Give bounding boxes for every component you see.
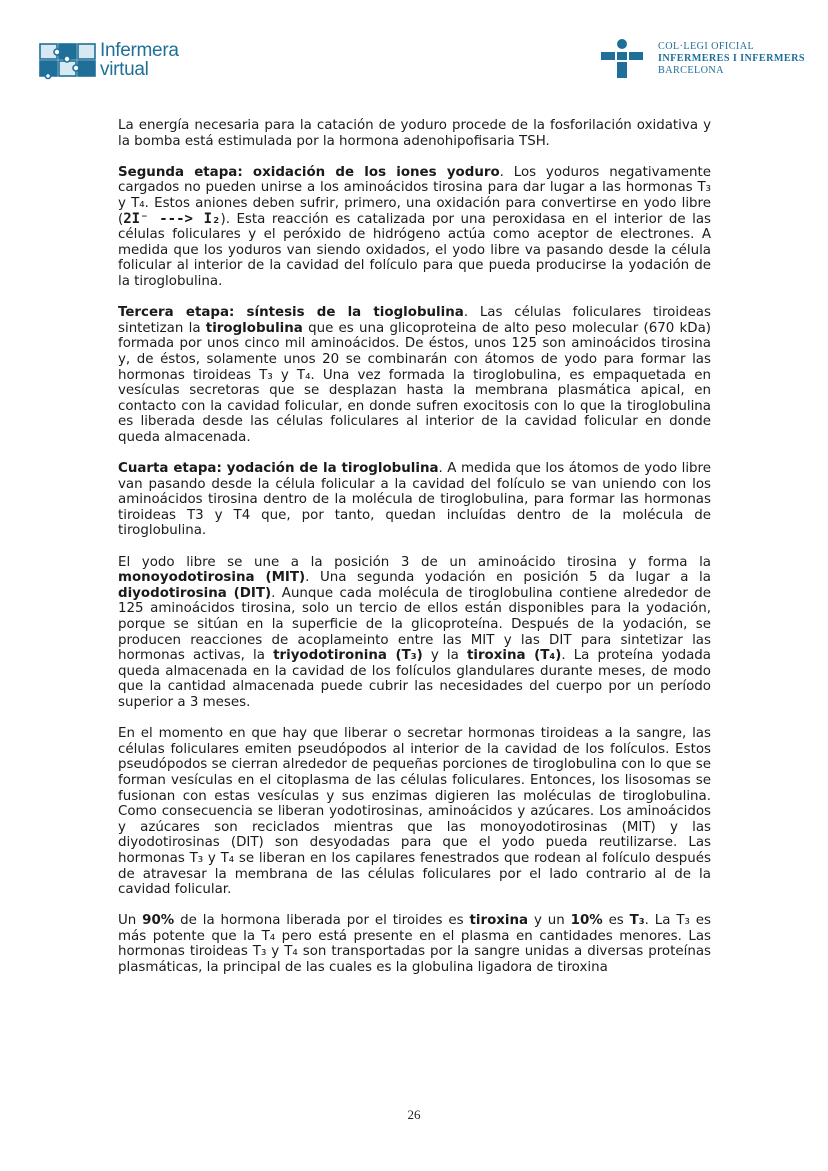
paragraph-segunda-etapa [118,165,711,290]
infermera-virtual-logo [38,38,188,84]
paragraph-secrecion [118,726,711,898]
bold-term: tiroglobulina [205,320,303,336]
paragraph-text: La energía necesaria para la catación de yoduro procede de la fosforilación oxidativa y la bomba está estimulada por la hormona adenohipofisaria TSH. [118,118,711,149]
paragraph-text: ). Esta reacción es catalizada por una peroxidasa en el interior de las células foliculares y el peróxido de hidrógeno actúa como aceptor de electrones. A medida que los yoduros van siendo oxidados, el yodo libre va pasando desde la célula folicular al interior de la cavidad del folículo para que pueda producirse la yodación de la tiroglobulina. [118,211,711,289]
college-text-line-2: INFERMERES I INFERMERS [658,53,805,64]
paragraph-text: . Las células foliculares tiroideas sintetizan la [118,305,711,336]
col-legi-oficial-logo [600,38,805,82]
paragraph-text: El yodo libre se une a la posición 3 de un aminoácido tirosina y forma la [118,554,711,570]
paragraph-energy [118,118,711,149]
paragraph-text: de la hormona liberada por el tiroides es [174,913,470,929]
paragraph-cuarta-etapa [118,461,711,539]
paragraph-text: . La T₃ es más potente que la T₄ pero está presente en el plasma en cantidades menores. Las hormonas tiroideas T₃ y T₄ son transportadas por la sangre unidas a diversas proteínas plasmáticas, la principal de las cuales es la globulina ligadora de tiroxina [118,913,711,976]
paragraph-text: . A medida que los átomos de yodo libre van pasando desde la célula folicular a la cavidad del folículo se van uniendo con los aminoácidos tirosina dentro de la molécula de tiroglobulina, para formar las hormonas tiroideas T3 y T4 que, por tanto, quedan incluídas dentro de la molécula de tiroglobulina. [118,461,711,539]
paragraph-yodo-libre [118,555,711,711]
section-heading: Segunda etapa: oxidación de los iones yoduro [118,164,500,180]
paragraph-text: Un [118,913,143,929]
paragraph-text: . La proteína yodada queda almacenada en la cavidad de los folículos glandulares durante meses, de modo que la cantidad almacenada puede cubrir las necesidades del cuerpo por un período superior a 3 meses. [118,648,711,710]
bold-term: diyodotirosina (DIT) [118,585,272,601]
page-number: 26 [407,1107,421,1122]
paragraph-text: . Aunque cada molécula de tiroglobulina contiene alrededor de 125 aminoácidos tirosina, solo un tercio de ellos están disponibles para la yodación, porque se sitúan en la superficie de la glicoproteína. Después de la yodación, se producen reacciones de acoplameinto entre las MIT y las DIT para sintetizar las hormonas activas, la [118,585,711,664]
paragraph-text: En el momento en que hay que liberar o secretar hormonas tiroideas a la sangre, las células foliculares emiten pseudópodos al interior de la cavidad de los folículos. Estos pseudópodos se cierran alrededor de pequeñas porciones de tiroglobulina con lo que se forman vesículas en el citoplasma de las células foliculares. Entonces, los lisosomas se fusionan con estas vesículas y sus enzimas digieren las moléculas de tiroglobulina. Como consecuencia se liberan yodotirosinas, aminoácidos y azúcares. Los aminoácidos y azúcares son reciclados mientras que las monoyodotirosinas (MIT) y las diyodotirosinas (DIT) son desyodadas para que el yodo pueda reutilizarse. Las hormonas T₃ y T₄ se liberan en los capilares fenestrados que rodean al folículo después de atravesar la membrana de las células foliculares por el lado contrario al de la cavidad folicular. [118,726,711,898]
bold-term: 90% [142,913,175,929]
section-heading: Cuarta etapa: yodación de la tiroglobulina [118,461,439,477]
paragraph-tercera-etapa [118,305,711,445]
bold-term: tiroxina (T₄) [466,648,562,664]
chemical-formula: 2I⁻ ---> I₂ [123,210,221,227]
bold-term: 10% [570,913,603,929]
college-text-line-3: BARCELONA [658,65,724,76]
paragraph-text: y un [528,913,571,929]
bold-term: triyodotironina (T₃) [273,648,423,664]
puzzle-logo-icon [38,40,98,82]
paragraph-text: que es una glicoproteina de alto peso molecular (670 kDa) formada por unos cinco mil aminoácidos. De éstos, unos 125 son aminoácidos tirosina y, de éstos, solamente unos 20 se combinarán con átomos de yodo para formar las hormonas tiroideas T₃ y T₄. Una vez formada la tiroglobulina, es empaquetada en vesículas secretoras que se desplazan hasta la membrana plasmática apical, en contacto con la cavidad folicular, en donde sufren exocitosis con lo que la tiroglobulina es liberada desde las células foliculares al interior de la cavidad folicular en donde queda almacenada. [118,320,711,445]
paragraph-text: . Los yoduros negativamente cargados no pueden unirse a los aminoácidos tirosina para dar lugar a las hormonas T₃ y T₄. Estos aniones deben sufrir, primero, una oxidación para convertirse en yodo libre ( [118,164,711,227]
bold-term: monoyodotirosina (MIT) [118,570,306,586]
paragraph-porcentajes [118,913,711,975]
paragraph-text: . Una segunda yodación en posición 5 da lugar a la [305,570,711,586]
paragraph-text: es [602,913,630,929]
logo-text-line-1: Infermera [100,40,179,61]
document-body [118,118,711,976]
section-heading: Tercera etapa: síntesis de la tioglobulina [118,305,464,321]
logo-text-line-2: virtual [100,59,149,80]
paragraph-text: y la [422,648,467,664]
cross-logo-icon [600,38,648,80]
college-text-line-1: COL·LEGI OFICIAL [658,41,755,52]
bold-term: T₃ [629,913,645,929]
bold-term: tiroxina [469,913,529,929]
